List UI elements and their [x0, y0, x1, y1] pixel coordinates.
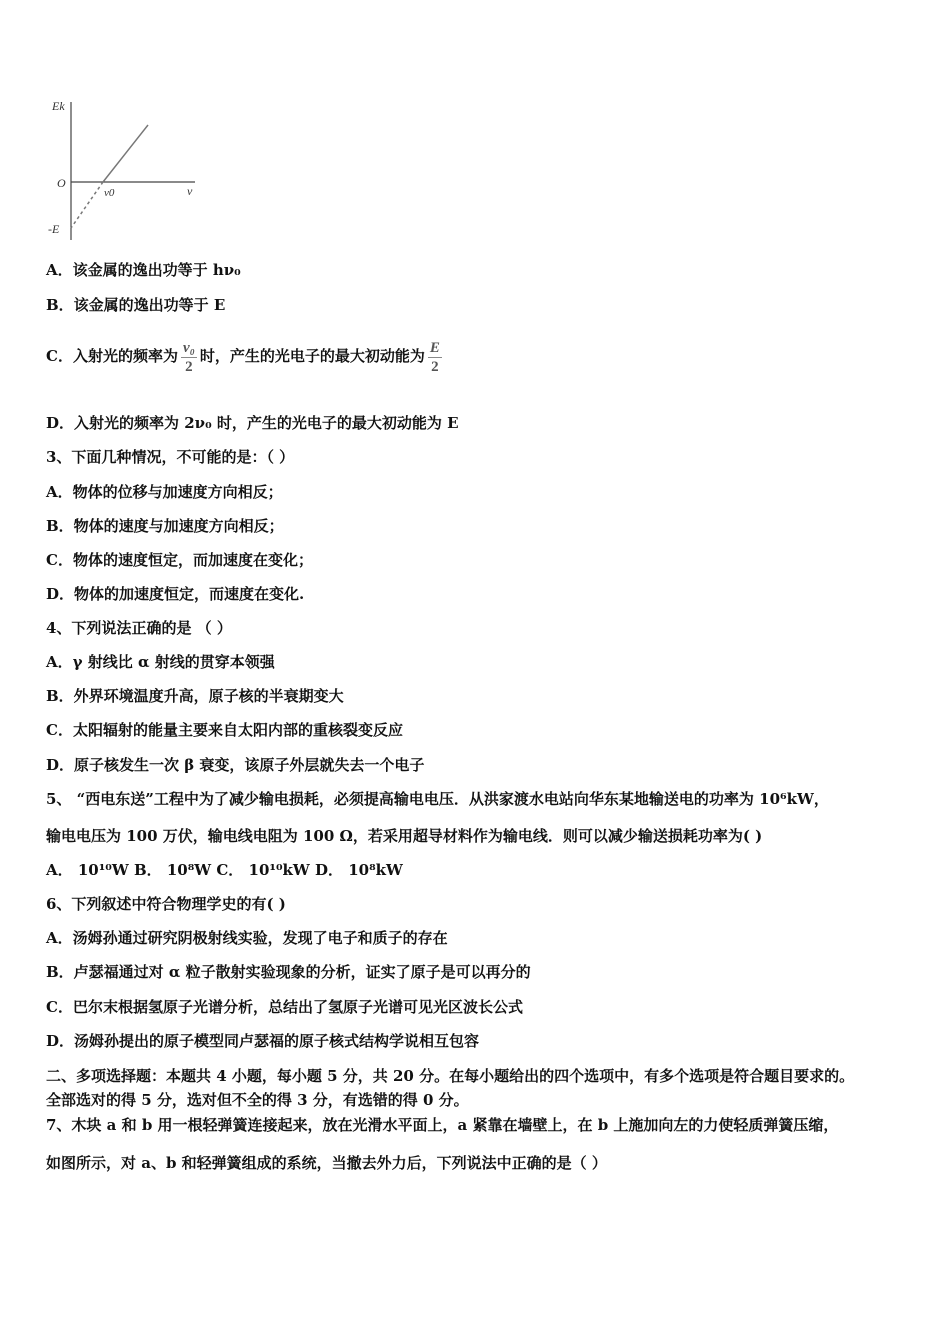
q3-option-c: C．物体的速度恒定，而加速度在变化； [46, 551, 313, 569]
ek-line-dashed [71, 182, 103, 228]
q3-option-d: D．物体的加速度恒定，而速度在变化. [46, 585, 305, 603]
q6-option-c: C．巴尔末根据氢原子光谱分析，总结出了氢原子光谱可见光区波长公式 [46, 998, 523, 1016]
fraction-v0-over-2 [181, 339, 197, 376]
q2-option-c [46, 336, 445, 376]
q5-options: A． 10¹⁰W B． 10⁸W C． 10¹⁰kW D． 10⁸kW [46, 861, 403, 879]
q2-option-c-pre: C．入射光的频率为 [46, 347, 178, 365]
origin-label: O [57, 176, 66, 190]
fraction-e-over-2 [428, 339, 442, 376]
v0-label: ν0 [104, 187, 115, 199]
q4-stem: 4、下列说法正确的是 （ ） [46, 619, 232, 637]
q4-option-d: D．原子核发生一次 β 衰变，该原子外层就失去一个电子 [46, 756, 425, 774]
q6-stem: 6、下列叙述中符合物理学史的有( ) [46, 895, 286, 913]
q3-option-b: B．物体的速度与加速度方向相反； [46, 517, 284, 535]
y-axis-label: Ek [52, 99, 65, 113]
q5-stem-line2: 输电电压为 100 万伏，输电线电阻为 100 Ω，若采用超导材料作为输电线．则可以减少输送损耗功率为( ) [46, 827, 763, 845]
fraction-num: ν₀ [182, 339, 195, 356]
q4-option-a: A．γ 射线比 α 射线的贯穿本领强 [46, 653, 275, 671]
fraction-den: 2 [431, 358, 439, 375]
fraction-num: E [429, 339, 440, 356]
q3-stem: 3、下面几种情况，不可能的是：（ ） [46, 448, 295, 466]
q2-option-a: A．该金属的逸出功等于 hν₀ [46, 261, 241, 279]
q7-line2: 如图所示，对 a、b 和轻弹簧组成的系统，当撤去外力后，下列说法中正确的是（ ） [46, 1154, 607, 1172]
q2-option-b: B．该金属的逸出功等于 E [46, 296, 226, 314]
q6-option-b: B．卢瑟福通过对 α 粒子散射实验现象的分析，证实了原子是可以再分的 [46, 963, 531, 981]
q2-option-d: D．入射光的频率为 2ν₀ 时，产生的光电子的最大初动能为 E [46, 414, 459, 432]
q5-stem-line1: 5、 “西电东送”工程中为了减少输电损耗，必须提高输电电压．从洪家渡水电站向华东某地输送电的功率为 10⁶kW， [46, 790, 829, 808]
q4-option-b: B．外界环境温度升高，原子核的半衰期变大 [46, 687, 344, 705]
q7-line1: 7、木块 a 和 b 用一根轻弹簧连接起来，放在光滑水平面上，a 紧靠在墙壁上，在 b 上施加向左的力使轻质弹簧压缩， [46, 1116, 839, 1134]
ek-vs-frequency-graph [40, 92, 210, 247]
section2-line1: 二、多项选择题：本题共 4 小题，每小题 5 分，共 20 分。在每小题给出的四个选项中，有多个选项是符合题目要求的。 [46, 1067, 855, 1085]
q2-option-c-mid: 时，产生的光电子的最大初动能为 [199, 347, 425, 365]
q6-option-a: A．汤姆孙通过研究阴极射线实验，发现了电子和质子的存在 [46, 929, 448, 947]
q6-option-d: D．汤姆孙提出的原子模型同卢瑟福的原子核式结构学说相互包容 [46, 1032, 480, 1050]
q4-option-c: C．太阳辐射的能量主要来自太阳内部的重核裂变反应 [46, 721, 403, 739]
x-axis-label: ν [187, 184, 193, 198]
ek-line-solid [103, 125, 148, 182]
q3-option-a: A．物体的位移与加速度方向相反； [46, 483, 283, 501]
fraction-den: 2 [185, 358, 193, 375]
neg-e-label: -E [48, 222, 60, 236]
section2-line2: 全部选对的得 5 分，选对但不全的得 3 分，有选错的得 0 分。 [46, 1091, 469, 1109]
